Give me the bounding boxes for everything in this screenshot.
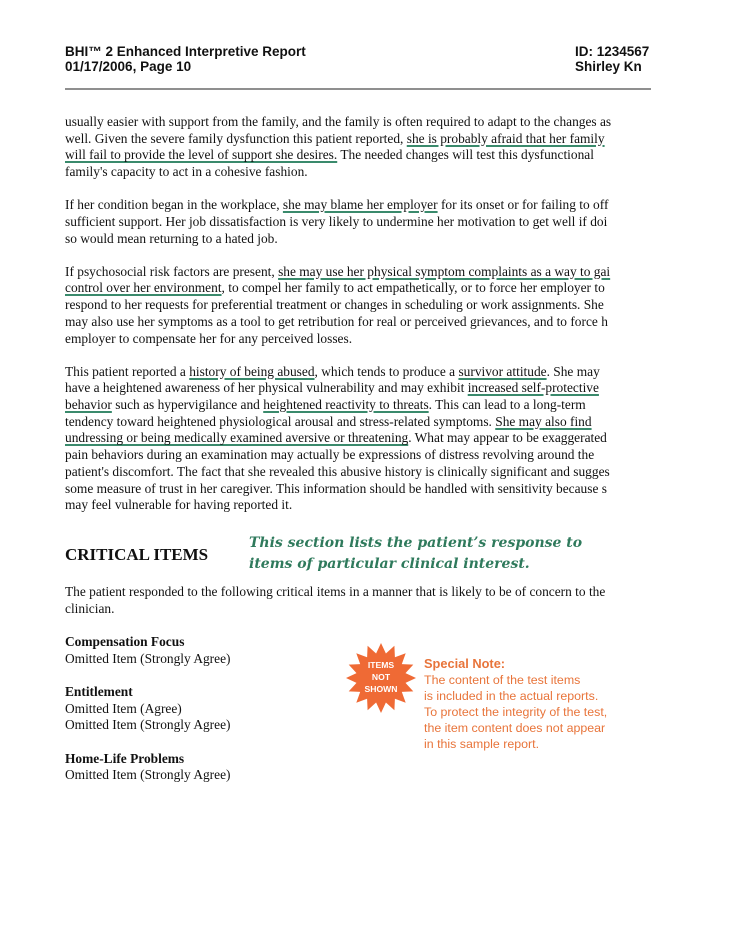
text-segment: If psychosocial risk factors are present,	[65, 263, 279, 279]
text-segment: well. Given the severe family dysfunction this patient reported,	[65, 130, 407, 146]
text-segment: may feel vulnerable for having reported it.	[65, 497, 293, 513]
highlighted-phrase: she may use her physical symptom complaints as a way to gai	[278, 263, 611, 279]
critical-item: Omitted Item (Strongly Agree)	[65, 767, 231, 783]
text-segment: for its onset or for failing to off	[437, 197, 609, 213]
annotation-line: items of particular clinical interest.	[249, 556, 530, 572]
header-divider	[65, 88, 651, 90]
critical-group	[65, 751, 231, 784]
text-segment: The needed changes will test this dysfunctional	[337, 147, 594, 163]
text-line	[65, 114, 651, 131]
highlighted-phrase: behavior	[65, 397, 112, 413]
highlighted-phrase: heightened reactivity to threats	[263, 397, 429, 413]
text-segment: sufficient support. Her job dissatisfaction is very likely to undermine her motivation to get well if doi	[65, 213, 608, 229]
text-segment: . This can lead to a long-term	[428, 397, 586, 413]
text-segment: pain behaviors during an examination may actually be expressions of distress revolving around the	[65, 447, 595, 463]
text-segment: tendency toward heightened physiological arousal and stress-related symptoms.	[65, 413, 496, 429]
special-note-line: The content of the test items	[424, 673, 581, 687]
highlighted-phrase: she is probably afraid that her family	[406, 130, 605, 146]
annotation-line: This section lists the patient’s response to	[249, 535, 583, 551]
items-not-shown-badge	[345, 642, 417, 714]
special-note	[424, 656, 607, 752]
text-line	[65, 214, 651, 231]
report-body	[65, 114, 651, 530]
text-line	[65, 231, 651, 248]
text-segment: such as hypervigilance and	[111, 397, 264, 413]
text-line	[65, 414, 651, 431]
text-line	[65, 447, 651, 464]
critical-group-title: Compensation Focus	[65, 634, 185, 649]
critical-group-title: Home-Life Problems	[65, 750, 185, 766]
badge-line: ITEMS	[367, 660, 395, 670]
critical-items-intro	[65, 584, 651, 617]
highlighted-phrase: increased self-protective	[467, 380, 599, 396]
text-line	[65, 297, 651, 314]
text-line	[65, 331, 651, 348]
paragraph-psychosocial	[65, 264, 651, 348]
highlighted-phrase: will fail to provide the level of support she desires.	[65, 147, 338, 163]
special-note-title: Special Note:	[424, 656, 506, 671]
highlighted-phrase: history of being abused	[189, 363, 315, 379]
intro-line: clinician.	[65, 600, 115, 616]
text-line	[65, 364, 651, 381]
critical-items-heading: CRITICAL ITEMS	[65, 545, 209, 564]
highlighted-phrase: survivor attitude	[458, 363, 547, 379]
text-segment: . What may appear to be exaggerated	[408, 430, 607, 446]
text-segment: , to compel her family to act empathetically, or to force her employer to	[221, 280, 605, 296]
text-segment: respond to her requests for preferential treatment or changes in scheduling or work assignments. She	[65, 297, 604, 313]
critical-items-list	[65, 634, 231, 800]
text-line	[65, 164, 651, 181]
text-segment: If her condition began in the workplace,	[65, 197, 283, 213]
text-line	[65, 380, 651, 397]
text-line	[65, 280, 651, 297]
special-note-line: To protect the integrity of the test,	[424, 705, 608, 719]
badge-line: SHOWN	[364, 684, 398, 694]
text-segment: family's capacity to act in a cohesive fashion.	[65, 164, 308, 180]
text-segment: employer to compensate her for any perceived losses.	[65, 330, 353, 346]
critical-item: Omitted Item (Agree)	[65, 700, 182, 716]
text-line	[65, 397, 651, 414]
critical-item: Omitted Item (Strongly Agree)	[65, 650, 231, 666]
critical-item: Omitted Item (Strongly Agree)	[65, 717, 231, 733]
text-line	[65, 147, 651, 164]
text-segment: . She may	[546, 363, 600, 379]
paragraph-workplace	[65, 197, 651, 247]
highlighted-phrase: control over her environment	[65, 280, 222, 296]
intro-line: The patient responded to the following critical items in a manner that is likely to be of concern to the	[65, 584, 606, 599]
special-note-line: in this sample report.	[424, 737, 540, 751]
text-line	[65, 430, 651, 447]
text-line	[65, 314, 651, 331]
critical-group	[65, 634, 231, 667]
text-line	[65, 464, 651, 481]
text-line	[65, 481, 651, 498]
text-segment: may also use her symptoms as a tool to get retribution for real or perceived grievances, and to force h	[65, 313, 608, 329]
text-segment: patient's discomfort. The fact that she revealed this abusive history is clinically significant and sugges	[65, 463, 610, 479]
text-segment: This patient reported a	[65, 363, 190, 379]
critical-items-annotation	[249, 533, 582, 575]
critical-group-title: Entitlement	[65, 683, 133, 699]
report-title: BHI™ 2 Enhanced Interpretive Report	[65, 44, 306, 59]
paragraph-abuse-history	[65, 364, 651, 514]
report-date-page: 01/17/2006, Page 10	[65, 59, 192, 74]
special-note-line: is included in the actual reports.	[424, 689, 599, 703]
text-line	[65, 497, 651, 514]
text-segment: have a heightened awareness of her physical vulnerability and may exhibit	[65, 380, 468, 396]
text-line	[65, 264, 651, 281]
text-segment: so would mean returning to a hated job.	[65, 230, 278, 246]
highlighted-phrase: She may also find	[495, 413, 592, 429]
patient-id: ID: 1234567	[575, 44, 650, 59]
text-line	[65, 197, 651, 214]
highlighted-phrase: undressing or being medically examined aversive or threatening	[65, 430, 409, 446]
highlighted-phrase: she may blame her employer	[282, 197, 438, 213]
special-note-line: the item content does not appear	[424, 721, 606, 735]
paragraph-family	[65, 114, 651, 181]
text-segment: usually easier with support from the family, and the family is often required to adapt to the changes as	[65, 114, 612, 129]
text-line	[65, 131, 651, 148]
text-segment: , which tends to produce a	[314, 363, 459, 379]
patient-name: Shirley Kn	[575, 59, 642, 74]
critical-group	[65, 684, 231, 734]
text-segment: some measure of trust in her caregiver. This information should be handled with sensitivity because s	[65, 480, 607, 496]
badge-line: NOT	[371, 672, 391, 682]
